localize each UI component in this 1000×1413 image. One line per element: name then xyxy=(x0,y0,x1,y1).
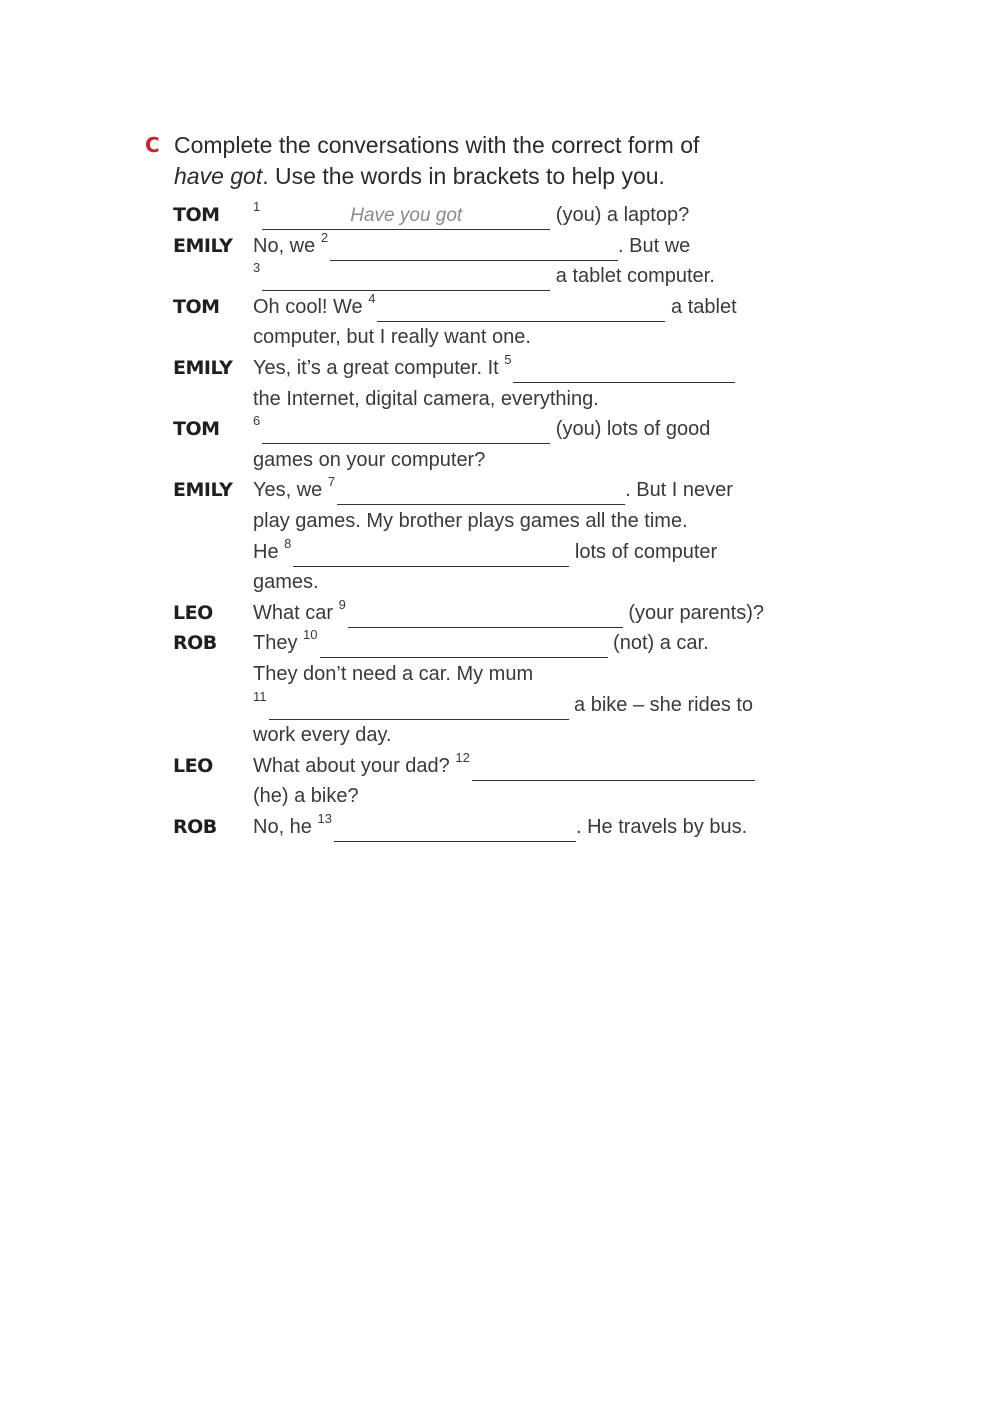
speaker-name: ROB xyxy=(173,632,217,655)
answer-blank[interactable] xyxy=(269,697,569,720)
exercise-letter: C xyxy=(145,133,160,157)
answer-blank[interactable] xyxy=(330,238,618,261)
answer-blank[interactable] xyxy=(472,758,755,781)
line-pre-text: No, we xyxy=(253,234,321,257)
gap-number: 10 xyxy=(303,627,318,643)
answer-blank[interactable] xyxy=(334,819,576,842)
dialogue-line xyxy=(145,659,825,690)
answer-blank[interactable] xyxy=(262,207,550,230)
line-post-text: (not) a car. xyxy=(607,632,709,655)
instruction-text-2: . Use the words in brackets to help you. xyxy=(262,163,665,189)
exercise-c xyxy=(145,130,825,842)
gap-number: 13 xyxy=(317,810,332,826)
line-text-segment: They don’t need a car. My mum xyxy=(253,662,534,685)
dialogue-line xyxy=(145,628,825,659)
answer-blank[interactable] xyxy=(348,605,623,628)
speaker-name: EMILY xyxy=(173,356,233,379)
line-text xyxy=(253,812,747,842)
dialogue-line xyxy=(145,751,825,782)
answer-blank[interactable] xyxy=(513,360,735,383)
gap-number: 3 xyxy=(253,260,261,276)
dialogue-line xyxy=(145,506,825,537)
line-text xyxy=(253,231,690,261)
line-text xyxy=(253,598,764,628)
dialogue-line xyxy=(145,322,825,353)
gap-number: 12 xyxy=(455,749,470,765)
speaker-name: TOM xyxy=(173,295,220,318)
dialogue-line xyxy=(145,353,825,384)
line-text xyxy=(253,445,485,475)
line-text-segment: the Internet, digital camera, everything. xyxy=(253,387,599,410)
exercise-heading xyxy=(145,130,825,192)
dialogue-line xyxy=(145,231,825,262)
dialogue-line xyxy=(145,537,825,568)
answer-blank[interactable] xyxy=(377,299,665,322)
line-text xyxy=(253,690,753,720)
gap-number: 11 xyxy=(253,688,267,704)
line-post-text: . But I never xyxy=(625,479,733,502)
dialogue-line xyxy=(145,781,825,812)
line-post-text: (you) a laptop? xyxy=(550,204,690,226)
line-text xyxy=(253,200,689,230)
speaker-name: TOM xyxy=(173,204,220,226)
dialogue-line xyxy=(145,720,825,751)
dialogue-line xyxy=(145,445,825,476)
speaker-name: EMILY xyxy=(173,479,233,502)
line-post-text: a bike – she rides to xyxy=(568,693,754,716)
line-text xyxy=(253,567,319,597)
gap-number: 2 xyxy=(320,229,329,245)
line-post-text: a tablet xyxy=(665,295,737,318)
line-text xyxy=(253,781,359,811)
line-pre-text: Oh cool! We xyxy=(253,295,369,318)
line-post-text: a tablet computer. xyxy=(550,265,715,288)
line-pre-text: Yes, we xyxy=(253,479,328,502)
line-pre-text: Yes, it’s a great computer. It xyxy=(253,356,505,379)
dialogue-line xyxy=(145,384,825,415)
gap-number: 5 xyxy=(504,351,512,367)
line-post-text: . He travels by bus. xyxy=(575,815,748,838)
line-text xyxy=(253,751,755,781)
dialogue-line xyxy=(145,690,825,721)
speaker-name: LEO xyxy=(173,601,213,624)
line-text-segment: play games. My brother plays games all the time. xyxy=(253,509,688,532)
line-post-text: (your parents)? xyxy=(622,601,764,624)
line-pre-text: He xyxy=(253,540,285,563)
line-post-text: lots of computer xyxy=(569,540,718,563)
answer-blank[interactable] xyxy=(337,482,625,505)
gap-number: 6 xyxy=(253,413,261,429)
dialogue-line xyxy=(145,261,825,292)
speaker-name: EMILY xyxy=(173,234,233,257)
line-text xyxy=(253,353,735,383)
line-pre-text: They xyxy=(253,632,304,655)
line-text xyxy=(253,659,533,689)
line-pre-text: What car xyxy=(253,601,339,624)
dialogue-line xyxy=(145,414,825,445)
dialogue xyxy=(145,200,825,842)
speaker-name: LEO xyxy=(173,754,213,777)
dialogue-line xyxy=(145,567,825,598)
line-text xyxy=(253,506,688,536)
line-text xyxy=(253,628,709,658)
line-text xyxy=(253,414,710,444)
speaker-name: TOM xyxy=(173,418,220,441)
line-text-segment: games on your computer? xyxy=(253,448,486,471)
line-post-text: (you) lots of good xyxy=(550,418,711,441)
dialogue-line xyxy=(145,598,825,629)
line-text-segment: work every day. xyxy=(253,724,392,747)
line-text-segment: computer, but I really want one. xyxy=(253,326,531,349)
dialogue-line xyxy=(145,292,825,323)
line-post-text: . But we xyxy=(618,234,691,257)
instruction-text-1: Complete the conversations with the correct form of xyxy=(174,132,700,158)
answer-blank[interactable] xyxy=(320,635,608,658)
line-text xyxy=(253,384,599,414)
gap-number: 9 xyxy=(338,596,346,612)
line-text xyxy=(253,292,737,322)
line-text-segment: (he) a bike? xyxy=(253,785,359,808)
dialogue-line xyxy=(145,812,825,843)
line-pre-text: What about your dad? xyxy=(253,754,456,777)
answer-blank[interactable] xyxy=(262,268,550,291)
gap-number: 1 xyxy=(253,199,261,214)
line-text xyxy=(253,475,733,505)
gap-number: 4 xyxy=(368,290,376,306)
dialogue-line xyxy=(145,200,825,231)
speaker-name: ROB xyxy=(173,815,217,838)
line-text-segment: games. xyxy=(253,571,319,594)
line-text xyxy=(253,720,392,750)
answer-text: Have you got xyxy=(350,205,463,226)
line-text xyxy=(253,322,531,352)
exercise-instruction xyxy=(174,130,825,192)
dialogue-line xyxy=(145,475,825,506)
gap-number: 8 xyxy=(284,535,292,551)
line-text xyxy=(253,261,715,291)
line-pre-text: No, he xyxy=(253,815,318,838)
answer-blank[interactable] xyxy=(262,421,550,444)
line-text xyxy=(253,537,717,567)
answer-blank[interactable] xyxy=(293,544,569,567)
instruction-italic: have got xyxy=(174,163,263,189)
gap-number: 7 xyxy=(327,474,336,490)
